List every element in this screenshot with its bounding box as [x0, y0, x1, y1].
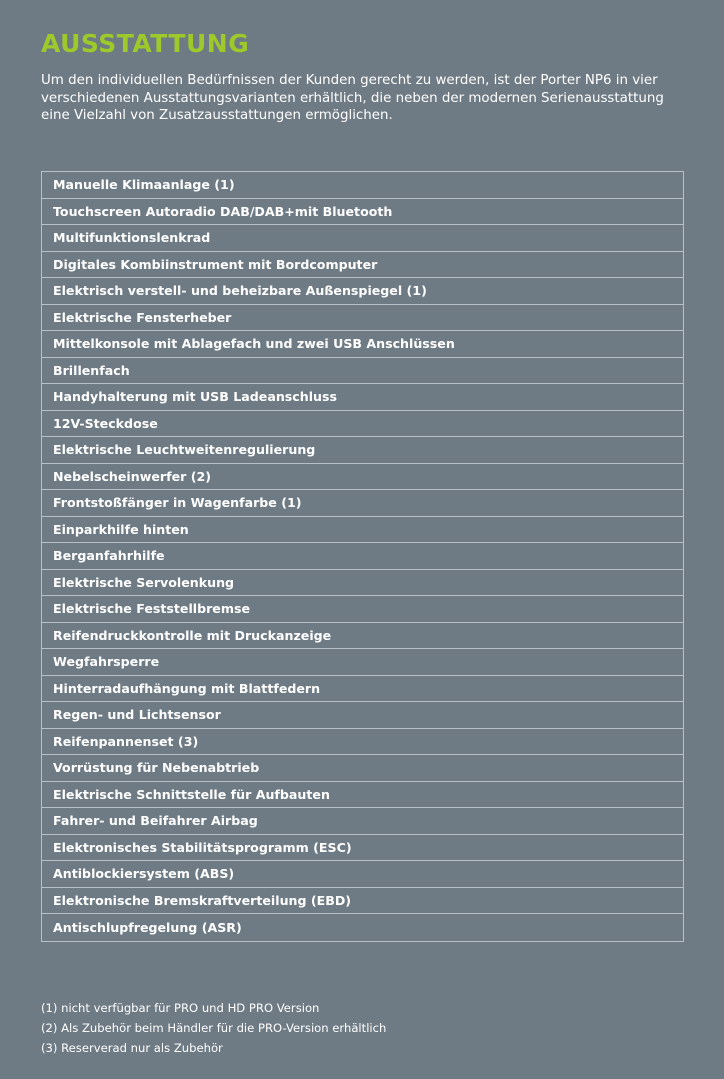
equipment-row: 12V-Steckdose: [42, 411, 683, 438]
equipment-row: Elektronische Bremskraftverteilung (EBD): [42, 888, 683, 915]
equipment-table: [41, 171, 684, 942]
equipment-row: Multifunktionslenkrad: [42, 225, 683, 252]
page-title: AUSSTATTUNG: [41, 29, 250, 58]
equipment-row: Mittelkonsole mit Ablagefach und zwei USB Anschlüssen: [42, 331, 683, 358]
equipment-row: Elektrische Feststellbremse: [42, 596, 683, 623]
equipment-row: Handyhalterung mit USB Ladeanschluss: [42, 384, 683, 411]
equipment-row: Elektronisches Stabilitätsprogramm (ESC): [42, 835, 683, 862]
footnote: (3) Reserverad nur als Zubehör: [41, 1041, 223, 1055]
equipment-row: Fahrer- und Beifahrer Airbag: [42, 808, 683, 835]
equipment-row: Elektrische Leuchtweitenregulierung: [42, 437, 683, 464]
equipment-row: Berganfahrhilfe: [42, 543, 683, 570]
equipment-row: Antischlupfregelung (ASR): [53, 919, 242, 935]
footnote: (1) nicht verfügbar für PRO und HD PRO Version: [41, 1001, 320, 1015]
equipment-row: Reifenpannenset (3): [42, 729, 683, 756]
equipment-row: Einparkhilfe hinten: [42, 517, 683, 544]
equipment-row: Vorrüstung für Nebenabtrieb: [42, 755, 683, 782]
equipment-row: Elektrische Fensterheber: [42, 305, 683, 332]
footnotes: [41, 998, 386, 1058]
equipment-row: Hinterradaufhängung mit Blattfedern: [42, 676, 683, 703]
equipment-row: Wegfahrsperre: [42, 649, 683, 676]
equipment-row: Elektrische Schnittstelle für Aufbauten: [42, 782, 683, 809]
equipment-row: Touchscreen Autoradio DAB/DAB+mit Bluetooth: [42, 199, 683, 226]
equipment-row: Antiblockiersystem (ABS): [42, 861, 683, 888]
equipment-row: Regen- und Lichtsensor: [42, 702, 683, 729]
equipment-row: Elektrisch verstell- und beheizbare Außenspiegel (1): [42, 278, 683, 305]
footnote: (2) Als Zubehör beim Händler für die PRO-Version erhältlich: [41, 1021, 387, 1035]
intro-paragraph: Um den individuellen Bedürfnissen der Kunden gerecht zu werden, ist der Porter NP6 in vier verschiedenen Ausstattungsvarianten erhältlich, die neben der modernen Serienausstattung eine Vielzahl von Zusatzausstattungen ermöglichen.: [41, 73, 664, 123]
equipment-row: Manuelle Klimaanlage (1): [42, 172, 683, 199]
equipment-row: Frontstoßfänger in Wagenfarbe (1): [42, 490, 683, 517]
equipment-row: Brillenfach: [42, 358, 683, 385]
equipment-row: Reifendruckkontrolle mit Druckanzeige: [42, 623, 683, 650]
equipment-row: Digitales Kombiinstrument mit Bordcomputer: [42, 252, 683, 279]
equipment-row: Nebelscheinwerfer (2): [42, 464, 683, 491]
equipment-row: Elektrische Servolenkung: [42, 570, 683, 597]
